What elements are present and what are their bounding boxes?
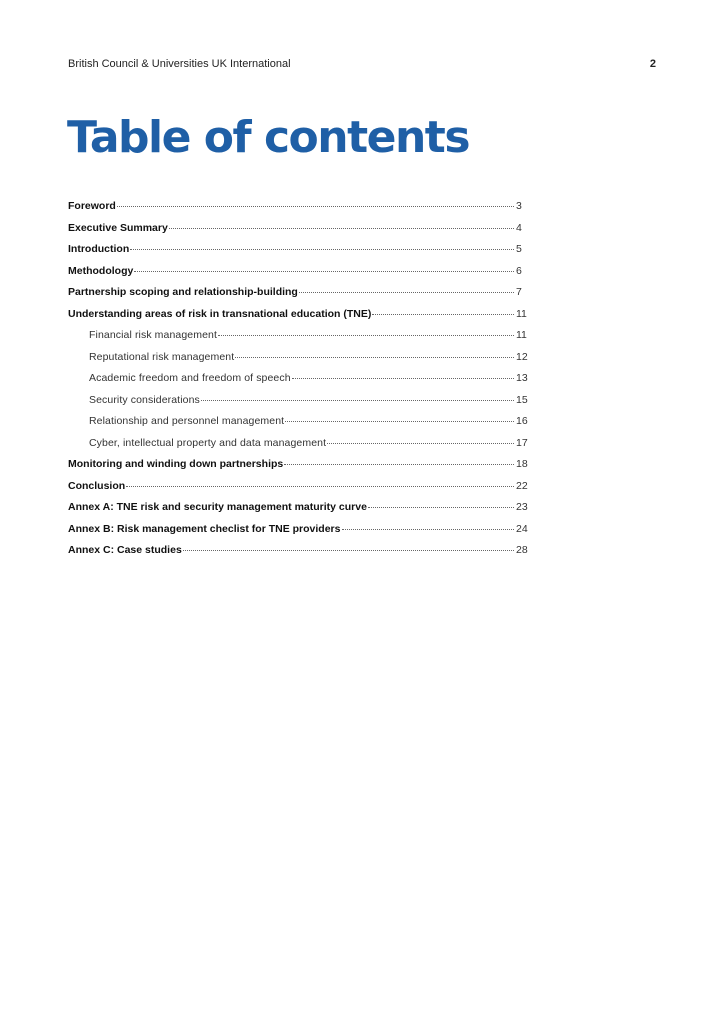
toc-subentry[interactable] xyxy=(68,329,529,351)
toc-subentry-page: 17 xyxy=(516,436,528,449)
toc-entry-title: Monitoring and winding down partnerships xyxy=(68,458,284,470)
toc-entry-title: Understanding areas of risk in transnational education (TNE) xyxy=(68,307,372,320)
toc-entry-title: Introduction xyxy=(68,243,130,255)
toc-entry[interactable] xyxy=(68,480,529,502)
toc-entry-title: Foreword xyxy=(68,200,116,212)
toc-dot-leader xyxy=(235,357,514,358)
toc-subentry-title: Academic freedom and freedom of speech xyxy=(89,372,291,384)
toc-subentry-page: 15 xyxy=(516,393,528,406)
toc-entry-page: 5 xyxy=(516,243,522,255)
toc-entry-page: 11 xyxy=(516,307,527,320)
toc-entry-page: 3 xyxy=(516,200,522,212)
toc-entry-title: Conclusion xyxy=(68,479,126,492)
toc-subentry[interactable] xyxy=(68,351,529,373)
toc-dot-leader xyxy=(299,292,514,293)
toc-entry-page: 28 xyxy=(516,544,528,556)
toc-entry-page: 24 xyxy=(516,522,528,535)
toc-entry[interactable] xyxy=(68,286,529,308)
toc-dot-leader xyxy=(285,421,514,422)
toc-entry[interactable] xyxy=(68,501,529,523)
toc-dot-leader xyxy=(134,271,514,272)
toc-entry-page: 23 xyxy=(516,501,528,513)
page-number: 2 xyxy=(649,58,656,70)
toc-entry-page: 7 xyxy=(516,286,522,298)
table-of-contents xyxy=(68,200,529,566)
toc-entry-title: Methodology xyxy=(68,264,134,277)
toc-subentry-page: 12 xyxy=(516,350,528,363)
toc-dot-leader xyxy=(292,378,514,379)
toc-subentry-page: 11 xyxy=(516,329,527,341)
toc-subentry-title: Cyber, intellectual property and data management xyxy=(89,436,327,449)
toc-entry[interactable] xyxy=(68,200,529,222)
toc-entry[interactable] xyxy=(68,458,529,480)
toc-subentry[interactable] xyxy=(68,372,529,394)
toc-dot-leader xyxy=(183,550,514,551)
toc-dot-leader xyxy=(372,314,514,315)
toc-dot-leader xyxy=(201,400,514,401)
toc-entry[interactable] xyxy=(68,243,529,265)
toc-entry-title: Annex C: Case studies xyxy=(68,544,182,556)
toc-entry-page: 6 xyxy=(516,264,522,277)
toc-dot-leader xyxy=(368,507,514,508)
toc-entry-title: Annex A: TNE risk and security management maturity curve xyxy=(68,501,367,513)
page-title: Table of contents xyxy=(67,112,470,163)
toc-dot-leader xyxy=(169,228,514,229)
toc-entry[interactable] xyxy=(68,544,529,566)
toc-entry-page: 4 xyxy=(516,221,522,234)
toc-dot-leader xyxy=(126,486,514,487)
toc-dot-leader xyxy=(117,206,514,207)
toc-entry-title: Annex B: Risk management checlist for TNE providers xyxy=(68,522,341,535)
toc-entry-title: Executive Summary xyxy=(68,221,168,234)
toc-subentry-page: 13 xyxy=(516,372,528,384)
toc-dot-leader xyxy=(342,529,515,530)
toc-subentry[interactable] xyxy=(68,394,529,416)
toc-entry[interactable] xyxy=(68,265,529,287)
toc-dot-leader xyxy=(130,249,514,250)
toc-entry-page: 18 xyxy=(516,458,528,470)
toc-entry-title: Partnership scoping and relationship-building xyxy=(68,286,298,298)
toc-subentry-title: Financial risk management xyxy=(89,329,217,341)
toc-dot-leader xyxy=(284,464,514,465)
toc-entry[interactable] xyxy=(68,222,529,244)
toc-subentry-title: Security considerations xyxy=(89,393,200,406)
running-header: British Council & Universities UK International xyxy=(68,58,291,70)
toc-subentry-title: Relationship and personnel management xyxy=(89,415,285,427)
toc-subentry[interactable] xyxy=(68,415,529,437)
toc-entry[interactable] xyxy=(68,308,529,330)
toc-subentry-title: Reputational risk management xyxy=(89,350,235,363)
toc-entry-page: 22 xyxy=(516,479,528,492)
toc-entry[interactable] xyxy=(68,523,529,545)
toc-subentry-page: 16 xyxy=(516,415,528,427)
toc-dot-leader xyxy=(218,335,514,336)
toc-subentry[interactable] xyxy=(68,437,529,459)
toc-dot-leader xyxy=(327,443,514,444)
